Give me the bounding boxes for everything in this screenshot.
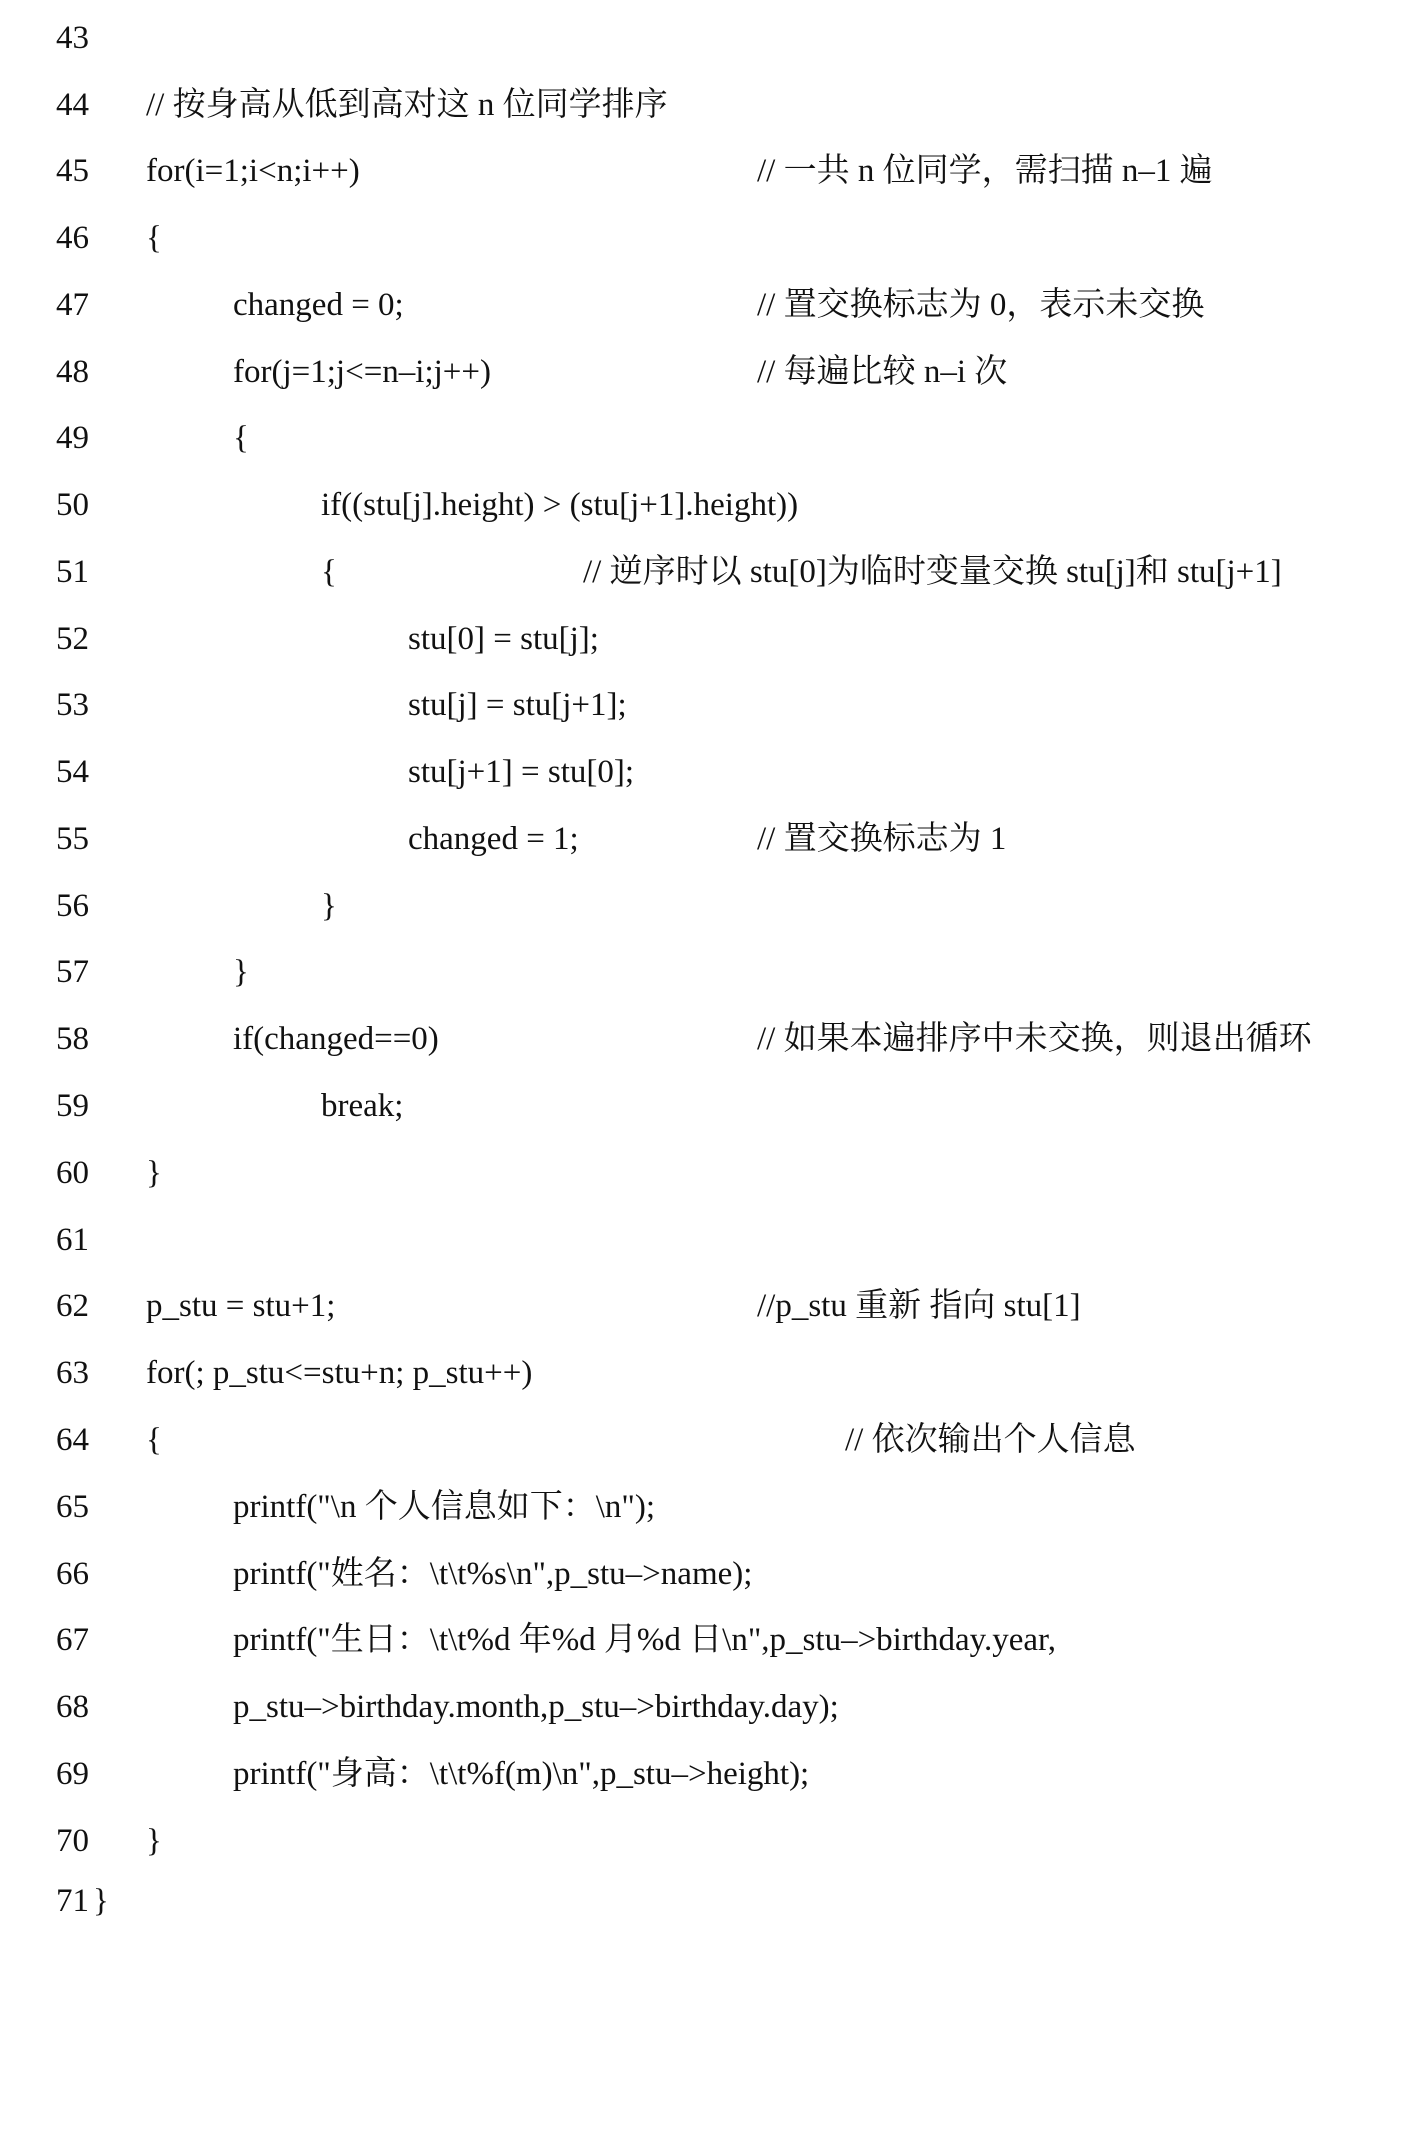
line-number: 54 xyxy=(56,754,89,790)
code-line-51 xyxy=(0,539,1415,606)
code-text: } xyxy=(93,1883,109,1919)
code-line-52 xyxy=(0,606,1415,673)
code-line-50 xyxy=(0,472,1415,539)
code-text: } xyxy=(321,888,337,924)
line-number: 47 xyxy=(56,287,89,323)
code-comment: // 如果本遍排序中未交换，则退出循环 xyxy=(757,1021,1312,1057)
line-number: 46 xyxy=(56,220,89,256)
line-number: 61 xyxy=(56,1222,89,1258)
code-comment: // 置交换标志为 1 xyxy=(757,821,1007,857)
code-line-69 xyxy=(0,1741,1415,1808)
line-number: 59 xyxy=(56,1088,89,1124)
code-text: printf("\n 个人信息如下：\n"); xyxy=(233,1489,655,1525)
code-text: if(changed==0) xyxy=(233,1021,439,1057)
code-text: changed = 1; xyxy=(408,821,579,857)
line-number: 55 xyxy=(56,821,89,857)
code-line-57 xyxy=(0,939,1415,1006)
code-line-71 xyxy=(0,1868,1415,1935)
code-line-43 xyxy=(0,5,1415,72)
line-number: 44 xyxy=(56,87,89,123)
code-text: { xyxy=(146,1422,162,1458)
code-line-70 xyxy=(0,1808,1415,1875)
code-text: changed = 0; xyxy=(233,287,404,323)
code-text: printf("生日：\t\t%d 年%d 月%d 日\n",p_stu–>birthday.year, xyxy=(233,1622,1056,1658)
line-number: 45 xyxy=(56,153,89,189)
line-number: 69 xyxy=(56,1756,89,1792)
code-line-64 xyxy=(0,1407,1415,1474)
code-text: p_stu = stu+1; xyxy=(146,1288,336,1324)
code-line-62 xyxy=(0,1273,1415,1340)
line-number: 49 xyxy=(56,420,89,456)
code-line-61 xyxy=(0,1207,1415,1274)
line-number: 68 xyxy=(56,1689,89,1725)
code-line-56 xyxy=(0,873,1415,940)
line-number: 63 xyxy=(56,1355,89,1391)
code-line-55 xyxy=(0,806,1415,873)
code-text: // 按身高从低到高对这 n 位同学排序 xyxy=(146,87,668,123)
line-number: 52 xyxy=(56,621,89,657)
code-line-47 xyxy=(0,272,1415,339)
code-text: for(j=1;j<=n–i;j++) xyxy=(233,354,492,390)
line-number: 67 xyxy=(56,1622,89,1658)
line-number: 43 xyxy=(56,20,89,56)
line-number: 58 xyxy=(56,1021,89,1057)
code-comment: // 每遍比较 n–i 次 xyxy=(757,354,1008,390)
line-number: 65 xyxy=(56,1489,89,1525)
line-number: 51 xyxy=(56,554,89,590)
code-text: { xyxy=(146,220,162,256)
code-text: for(; p_stu<=stu+n; p_stu++) xyxy=(146,1355,533,1391)
code-line-66 xyxy=(0,1541,1415,1608)
line-number: 70 xyxy=(56,1823,89,1859)
code-line-49 xyxy=(0,405,1415,472)
code-text: } xyxy=(146,1823,162,1859)
code-text: p_stu–>birthday.month,p_stu–>birthday.day); xyxy=(233,1689,839,1725)
code-text: if((stu[j].height) > (stu[j+1].height)) xyxy=(321,487,799,523)
line-number: 60 xyxy=(56,1155,89,1191)
line-number: 66 xyxy=(56,1556,89,1592)
code-text: { xyxy=(233,420,249,456)
code-text: printf("姓名：\t\t%s\n",p_stu–>name); xyxy=(233,1556,753,1592)
code-line-60 xyxy=(0,1140,1415,1207)
line-number: 48 xyxy=(56,354,89,390)
line-number: 56 xyxy=(56,888,89,924)
code-line-44 xyxy=(0,72,1415,139)
line-number: 71 xyxy=(56,1883,89,1919)
line-number: 53 xyxy=(56,687,89,723)
code-comment: // 依次输出个人信息 xyxy=(845,1422,1136,1458)
code-line-59 xyxy=(0,1073,1415,1140)
code-line-46 xyxy=(0,205,1415,272)
line-number: 64 xyxy=(56,1422,89,1458)
line-number: 50 xyxy=(56,487,89,523)
code-line-65 xyxy=(0,1474,1415,1541)
code-line-58 xyxy=(0,1006,1415,1073)
code-line-67 xyxy=(0,1607,1415,1674)
line-number: 57 xyxy=(56,954,89,990)
code-line-53 xyxy=(0,672,1415,739)
code-text: } xyxy=(233,954,249,990)
code-text: break; xyxy=(321,1088,404,1124)
code-text: stu[0] = stu[j]; xyxy=(408,621,599,657)
code-comment: // 一共 n 位同学，需扫描 n–1 遍 xyxy=(757,153,1213,189)
code-comment: // 逆序时以 stu[0]为临时变量交换 stu[j]和 stu[j+1] xyxy=(583,554,1282,590)
code-line-45 xyxy=(0,138,1415,205)
code-text: } xyxy=(146,1155,162,1191)
line-number: 62 xyxy=(56,1288,89,1324)
code-comment: //p_stu 重新 指向 stu[1] xyxy=(757,1288,1081,1324)
code-comment: // 置交换标志为 0，表示未交换 xyxy=(757,287,1205,323)
code-text: for(i=1;i<n;i++) xyxy=(146,153,360,189)
code-text: printf("身高：\t\t%f(m)\n",p_stu–>height); xyxy=(233,1756,810,1792)
code-text: stu[j+1] = stu[0]; xyxy=(408,754,635,790)
code-text: stu[j] = stu[j+1]; xyxy=(408,687,627,723)
code-text: { xyxy=(321,554,337,590)
code-line-68 xyxy=(0,1674,1415,1741)
code-line-54 xyxy=(0,739,1415,806)
code-line-63 xyxy=(0,1340,1415,1407)
code-line-48 xyxy=(0,339,1415,406)
